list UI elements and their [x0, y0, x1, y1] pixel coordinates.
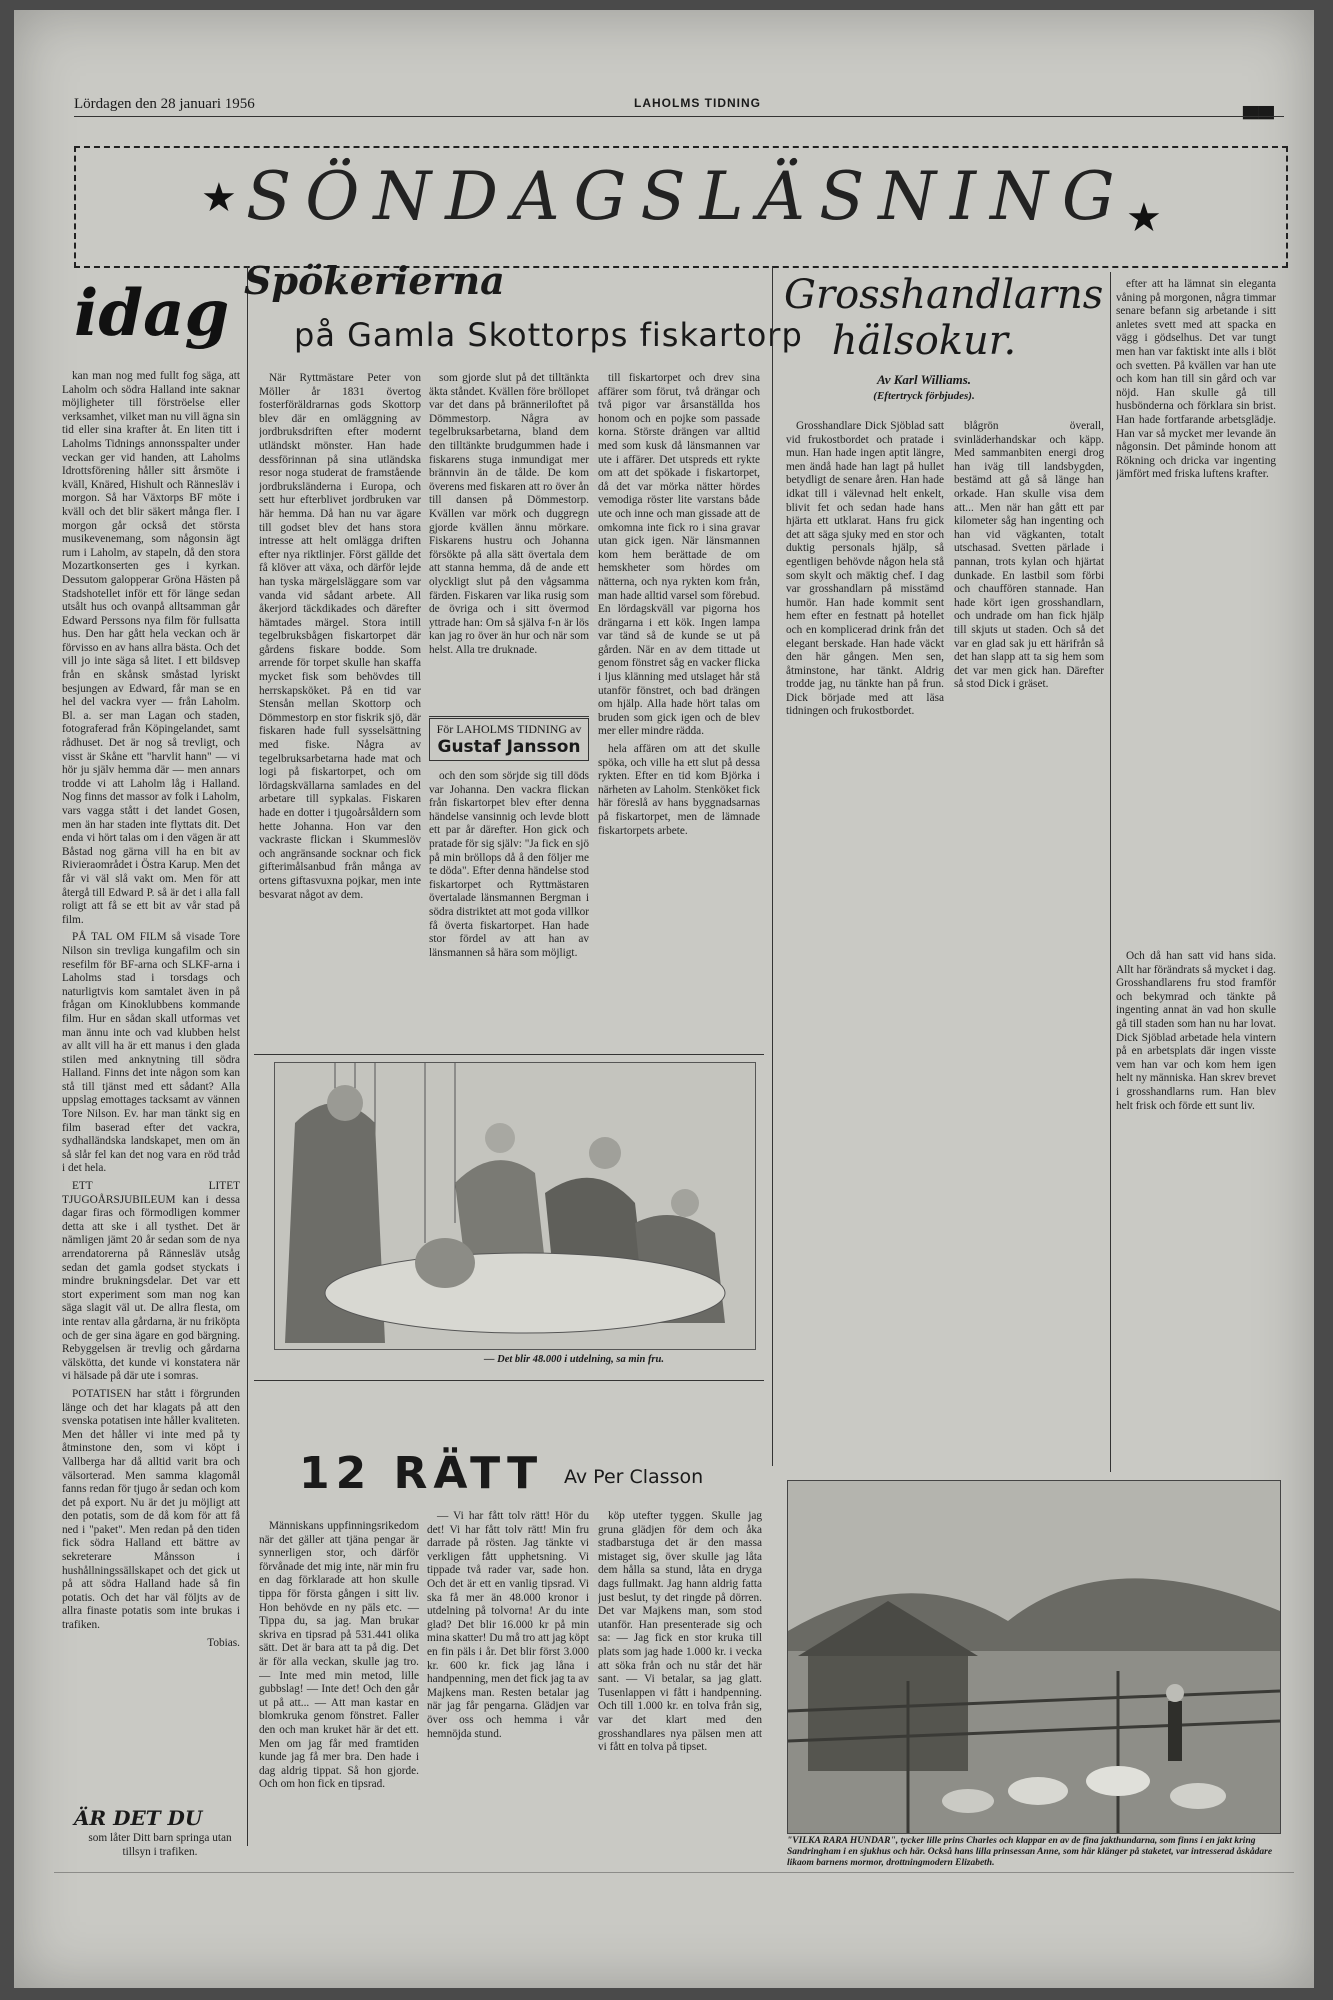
column-divider-1: [247, 266, 248, 1846]
gross-note: (Eftertryck förbjudes).: [873, 390, 975, 402]
ratt-title: 12 RÄTT: [299, 1448, 544, 1499]
photo-caption: "VILKA RARA HUNDAR", tycker lille prins Charles och klappar en av de fina jakthundarna, som finns i en jakt kring Sandringham i en sjukhus och här. Också hans lilla prinsessan Anne, som här klänger på staketet, var intresserad åskådare likaom barnens mormor, drottningmodern Elizabeth.: [787, 1836, 1273, 1868]
ratt-text-3: köp utefter tyggen. Skulle jag gruna glädjen för dem och åka stadbarstuga det är den massa mistaget sig, över skulle jag låta dem hålla sa stund, låta en dryga dags fullmakt. Jag hann aldrig fatta just beslut, ty det ringde på dörren. Det var Majkens man, som stod utanför. Han presenterade sig och sa: — Jag fick en stor kruka till plats som jag hade 1.000 kr. i vecka att söka från och nu står det här sant. — Vi betalar, sa jag glatt. Tusenlappen vi fått i handpenning. Och till 1.000 kr. en tolva från sig, var det klart med den grosshandlares nya pälsen men att vi fått en tolva på tipset.: [598, 1510, 762, 1754]
idag-paragraph-2: PÅ TAL OM FILM så visade Tore Nilson sin trevliga kungafilm och sin resefilm för BF-arna och SLKF-arna i Laholms stad i torsdags och naturligtvis kom samtalet även in på frågan om Kinoklubbens kommande film. Hur en sådan skall utformas vet man ännu inte och vad klubben helst av allt vill ha är ett manus i den glada stilen med anknytning till södra Halland. Finns det inte någon som kan stå till tjänst med ett sådant? Alla uppslag emottages tacksamt av vännen Tore Nilson. Ev. har man tänkt sig en film baserad efter det vackra, sydhalländska landskapet, men om än så slår fel kan det nog vara en röd tråd i det hela.: [62, 931, 240, 1175]
idag-paragraph-3: ETT LITET TJUGOÅRSJUBILEUM kan i dessa dagar firas och förmodligen kommer detta att ske i all tysthet. Det är nämligen jämt 20 år sedan som de nya arrendatorerna på Rännesläv utsåg sedan det gamla godset styckats i mindre brukningsdelar. Det var ett stort experiment som man nog kan säga slagit väl ut. De allra flesta, om inte rentav alla gårdarna, är nu friköpta och de ger sina ägare en god bärgning. Rebyggelsen är trevlig och gårdarna välskötta, det kunde vi konstatera när vi hälsade på där ute i somras.: [62, 1180, 240, 1383]
spok-column-2: [429, 372, 589, 712]
gross-text-3: efter att ha lämnat sin eleganta våning på morgonen, några timmar senare befann sig arbetande i sitt anletes svett med att spacka en vägg i gödselhus. Det var tungt men han var faktiskt inte alls i blöt och svetten. På kvällen var han ute och kom han till sin gård och var nöjd. Han skulle gå till husbönderna och förklara sin brist. Han hade fortfarande arbetsglädje. Han var så mycket mer levande än någonsin. Det påminde honom att Rökning och dricka var ingenting jämfört med friska luftens krafter.: [1116, 278, 1276, 481]
page-bottom-rule: [54, 1872, 1294, 1873]
spok-text-2: som gjorde slut på det tilltänkta äkta ståndet. Kvällen före bröllopet var det dans på bränneriloftet på Dömmestorp. Några av tegelbruksarbetarna, bland dem den tilltänkte brudgummen hade i fiskarens stuga inmundigat mer brännvin än de tålde. De kom överens med fiskaren att ro över ån till dansen på Dömmestorp. Kvällen var mörk och duggregn gjorde kvällen ännu mörkare. Fiskarens hustru och Johanna försökte på alla sätt övertala dem att stanna hemma, då de ande ett olyckligt slut på den vågsamma färden. Fiskaren var lika rusig som de övriga och i sitt övermod yttrade han: Om så själva f-n är lös kan jag ro över än hur och när som helst. Alla tre druknade.: [429, 372, 589, 656]
ratt-column-1: [259, 1520, 419, 1848]
star-icon-right: ★: [1126, 195, 1162, 240]
star-icon-left: ★: [201, 175, 237, 220]
spok-subtitle: på Gamla Skottorps fiskartorp: [294, 316, 803, 354]
ratt-text-2: — Vi har fått tolv rätt! Hör du det! Vi har fått tolv rätt! Min fru darrade på rösten. Jag tänkte vi verkligen fått upphetsning. Vi tippade två rader var, sade hon. Och det är ett en vanlig tipsrad. Vi ska få mer än 48.000 kronor i utdelning på tolvorna! Ar du inte glad? Det blir 16.000 kr på min mina skatter! Du må tro att jag köpt en fin päls i år. Det blir först 3.000 kr. 600 kr. fick jag låna i handpenning, men det fick jag ta av Majkens man. Resten betalar jag när jag får pengarna. Glädjen var över oss och hemma i vår hemnöjda stund.: [427, 1510, 589, 1740]
spok-credit-box: [429, 718, 589, 761]
gross-text-1: Grosshandlare Dick Sjöblad satt vid frukostbordet och pratade i mun. Han hade ingen aptit längre, men ändå hade han lagt på hullet betydligt de senare åren. Han hade idkat till i välevnad helt enkelt, blivit fet och sedan hade hans hjärta ett utklarat. Hans fru gick det att säga sjuky med en stor och duktig personals hjälp, så egentligen behövde någon hela stå som skylt och mäktig chef. I dag var grosshandlarn på misstämd humör. Han hade kommit sent hem efter en festnatt på hotellet och en komplicerad drink från det elegant berskade. Han hade väckt den här gången. Men sen, åtminstone, har tänkt. Aldrig trodde jag, nu tänkte han på frun. Dick började med att läsa tidningen och frukostbordet.: [786, 420, 944, 718]
gross-column-3: [1116, 278, 1276, 938]
spok-column-4: [429, 770, 589, 1045]
dinner-illustration-drawing: [275, 1063, 755, 1349]
hunting-photo: [787, 1480, 1281, 1834]
page-marker: ▀▀: [1242, 106, 1274, 131]
illustration-caption: — Det blir 48.000 i utdelning, sa min fru.: [484, 1354, 664, 1365]
gross-column-4: [1116, 950, 1276, 1470]
issue-date: Lördagen den 28 januari 1956: [74, 96, 255, 112]
gross-title: Grosshandlarns hälsokur.: [784, 272, 1104, 364]
section-title: SÖNDAGSLÄSNING: [246, 158, 1129, 235]
spok-text-1: När Ryttmästare Peter von Möller år 1831 övertog fosterföräldrarnas gods Skottorp blev där en omläggning av jordbruksdriften efter modernt utländskt mönster. Han hade dessförinnan på sina utländska resor noga studerat de framstående jordbruksländerna i Europa, och sett hur efterblivet jordbruken var här hemma. Då han nu var ägare till godset blev det hans stora intresse att helt omlägga driften efter nya riktlinjer. Först gällde det få klöver att växa, och därför lejde han tyska märgelsläggare som var vanda vid sådant arbete. All åkerjord täckdikades och därefter hämtades märgel. Stora intill tegelbruksbågen fiskartorpet där gårdens fiskare bodde. Som arrende för torpet skulle han skaffa mycket fisk som behövdes till herrskapsköket. På en tid var Stensån mellan Skottorp och Dömmestorp en stor fiskrik sjö, där fiskaren hade full sysselsättning med fiske. Några av tegelbruksarbetarna hade mat och logi på fiskartorpet, och om lördagskvällarna samlades en del arbetare till sypkalas. Fiskaren hade en dotter i tjugoårsåldern som hette Johanna. Hon var den vackraste flickan i Skummeslöv och angränsande socknar och fick gifterimålsanbud från många av ortens giftasvuxna pojkar, men inte besvarat något av dem.: [259, 372, 421, 901]
gross-column-2: [954, 420, 1104, 1460]
hunting-photo-image: [788, 1481, 1280, 1833]
idag-paragraph-1: kan man nog med fullt fog säga, att Laholm och södra Halland inte saknar möjligheter till förströelse eller verksamhet, vilket man nu vill ägna sin tid eller sina krafter åt. En liten titt i Laholms Tidnings annonsspalter under veckan ger vid handen, att Laholms Idrottsförening håller sitt årsmöte i kväll, Knäred, Hishult och Rännesläv i morgon. Så har Växtorps BF möte i kväll och det blir säkert många fler. I morgon går också det största musikevenemang, som någonsin ägt rum i Laholm, av stapeln, då den stora Mozartkonserten ges i kyrkan. Dessutom galopperar Gröna Hästen på Stadshotellet inför ett för länge sedan utsålt hus och ovanpå alltsamman går Edward Perssons nya film för fullsatta hus. Den har gått hela veckan och är förvisso en av hans allra bästa. Och det vill jo inte säga så litet. I ett bildsvep från en skånsk småstad lyriskt besjungen av Edward, får man se en hel del vackra vyer — från Laholm. Bl. a. ser man Lagan och staden, fotograferad från Köpingelandet, samt rådhuset. Det är nog så trevligt, och visst är Skåne ett "harvlit hann" — vi hör ju själv hemma där — men annars trodde vi att Laholm låg i Halland. Nog finns det massor av folk i Laholm, vars vagga stått i det landet Gosen, men än har staden inte flyttats dit. Det enda vi hört talas om i den vägen är att Båstad nog gärna vill ha en bit av Rivieraområdet i Östra Karup. Men det får vi väl slå vakt om. Men för att återgå till Edward P. så är det i alla fall roligt att få se ett bit av vår stad på film.: [62, 370, 240, 926]
gross-text-2: blågrön överall, svinläderhandskar och käpp. Med sammanbiten energi drog han iväg till landsbygden, bestämd att gå så länge han orkade. Han skulle visa dem att... Men när han gått ett par kilometer såg han ingenting och han vid vägkanten, totalt utschasad. Svetten pärlade i pannan, trots kylan och hjärtat dunkade. En lastbil som förbi och chauffören stannade. Han hade kört igen grosshandlarn, och undrade om han fick hjälp till skjuts ut staden. Och så det var en glad sak ju ett härifrån så det han slapp att ta sig hem som det var men gick han. Därefter så stod Dick i gräset.: [954, 420, 1104, 691]
header-rule: [74, 116, 1284, 117]
ratt-text-1: Människans uppfinningsrikedom när det gäller att tjäna pengar är synnerligen stor, och därför förvånade det mig inte, när min fru en dag förklarade att hon skulle tippa för första gången i sitt liv. Hon behövde en ny päls etc. — Tippa du, sa jag. Man brukar skriva en tipsrad på 531.441 olika sätt. Det är bara att ta på dig. Det är för alla veckan, skulle jag tro. — Inte med min metod, lille gubbslag! — Inte det! Och den går ut på att... — Att man kastar en blomkruka genom fönstret. Faller den och man kruket här är det ett. Men om jag får med framtiden kunde jag få mer bra. Den hade i dag aldrig tippat. Så hon gjorde. Och om hon fick en tipsrad.: [259, 1520, 419, 1791]
spok-credit: För LAHOLMS TIDNING av: [436, 722, 582, 736]
illus-bottom-rule: [254, 1380, 764, 1381]
credit-rule-top: [429, 716, 589, 717]
spok-title: Spökerierna: [244, 258, 505, 303]
spok-text-3: till fiskartorpet och drev sina affärer som förut, två drängar och två pigor var årsanställda hos honom och en pojke som passade korna. Störste drängen var alltid med som kusk då länsmannen var ute i affärer. Det utspreds ett rykte om att det spökade i fiskartorpet, då det var mörka nätter hördes vemodiga röster lite varstans både ute och inne och man gissade att de omkomna inte fick ro i sina gravar utan gick igen. När länsmannen kom hem berättade de om hemskheter som hördes om nätterna, och nya rykten kom från, man hade alltid varsel som förebud. En lördagskväll var pigorna hos drängarna i ett kök. Ingen lampa var tänd så de kunde se ut på gården. När en av dem tittade ut genom fönstret såg en vacker flicka i ljus klänning med utslaget hår stå utanför fönstret, och bad drängen om hjälp. Alla hade hört talas om bruden som gick igen och de blev mer eller mindre rädda.: [598, 372, 760, 738]
ardet-heading: ÄR DET DU: [74, 1806, 203, 1830]
idag-column: [62, 370, 240, 1800]
newspaper-page: [14, 10, 1314, 1988]
ratt-author: Av Per Classon: [564, 1466, 704, 1488]
gross-author: Av Karl Williams.: [876, 372, 972, 387]
idag-signature: Tobias.: [207, 1636, 240, 1649]
idag-heading: idag: [74, 276, 230, 351]
ardet-text: som låter Ditt barn springa utan tillsyn i trafiken.: [88, 1832, 232, 1858]
spok-text-5: hela affären om att det skulle spöka, och ville ha ett slut på dessa rykten. Efter en tid kom Björka i närheten av Laholm. Stenköket fick här föreslå av hans byggnadsarnas på fiskartorpet, men de lämnade fiskartorpets arbete.: [598, 743, 760, 837]
spok-author: Gustaf Jansson: [437, 737, 581, 757]
dinner-illustration: [274, 1062, 756, 1350]
spok-column-1: [259, 372, 421, 1042]
gross-column-1: [786, 420, 944, 1460]
gross-text-4: Och då han satt vid hans sida. Allt har förändrats så mycket i dag. Grosshandlarens fru stod framför och bekymrad och tänkte på ingenting annat än vad hon skulle gå till staden som han nu har lovat. Dick Sjöblad arbetade hela vintern på en arbetsplats där ingen visste vem han var och kom hem igen helt ny människa. Han skrev brevet i grosshandlarns rum. Han blev helt frisk och förde ett sunt liv.: [1116, 950, 1276, 1112]
section-banner: [74, 146, 1288, 268]
ratt-column-2: [427, 1510, 589, 1848]
idag-paragraph-4: POTATISEN har stått i förgrunden länge och det har klagats på att den svenska potatisen inte håller kvaliteten. Men det håller vi inte med på ty åtminstone den, som vi köpt i Vallberga har då alltid varit bra och välsorterad. Men samma klagomål fanns redan för tjugo år sedan och kom det på export. Nu är det ju möjligt att den potatis, som de då kom för att få ned i "paket". Men redan på den tiden fick södra Halland ett bättre av sekreterare Månsson i hushållningssällskapet och det gick ut på att södra Halland hade så fin potatis. Och det har väl följts av de allra finaste potatis som inte brukas i trafiken.: [62, 1387, 240, 1632]
column-divider-3: [1110, 272, 1111, 1472]
ratt-column-3: [598, 1510, 762, 1848]
column-divider-2: [772, 266, 773, 1466]
spok-column-3: [598, 372, 760, 1044]
paper-name: LAHOLMS TIDNING: [634, 96, 761, 110]
spok-text-4: och den som sörjde sig till döds var Johanna. Den vackra flickan från fiskartorpet blev efter denna händelse vansinnig och levde blott ett par år därefter. Hon gick och pratade för sig själv: "Ja fick en sjö på min bröllops då å den följer me te döda". Efter denna händelse stod fiskartorpet och Ryttmästaren övertalade länsmannen Bergman i södra distriktet att mot goda villkor få överta fiskartorpet. Han hade stor fördel av att han av länsmannen så hära som möjligt.: [429, 770, 589, 959]
spok-bottom-rule: [254, 1054, 764, 1055]
